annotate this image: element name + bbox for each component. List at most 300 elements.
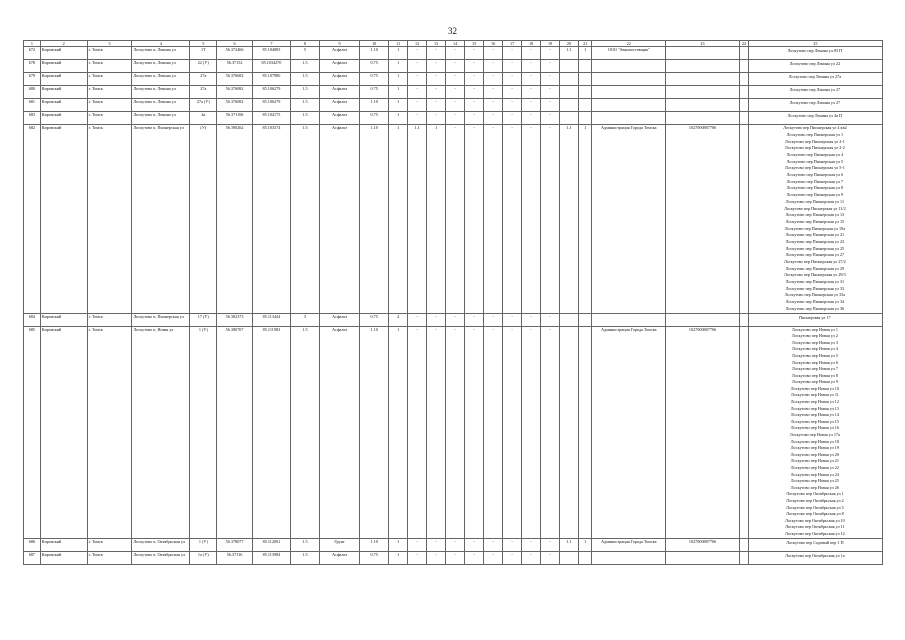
table-cell: - bbox=[427, 326, 446, 538]
table-cell: - bbox=[541, 313, 560, 326]
address-entry: Лоскутово пер Октябрьская ул 10 bbox=[784, 517, 845, 523]
column-number: 7 bbox=[252, 41, 290, 47]
table-cell: 1.5 bbox=[290, 99, 319, 112]
register-table bbox=[23, 40, 883, 565]
table-row bbox=[24, 60, 883, 73]
table-cell: - bbox=[446, 86, 465, 99]
column-number: 13 bbox=[427, 41, 446, 47]
table-cell: - bbox=[522, 313, 541, 326]
table-cell: г. Томск bbox=[87, 326, 132, 538]
table-cell: - bbox=[427, 60, 446, 73]
table-cell bbox=[560, 60, 579, 73]
table-cell: 1.10 bbox=[360, 125, 389, 313]
table-cell: - bbox=[522, 73, 541, 86]
table-row bbox=[24, 326, 883, 538]
table-cell: 1.1 bbox=[560, 47, 579, 60]
address-entry: Лоскутово пер Октябрьская ул 1 bbox=[786, 491, 844, 497]
table-cell: 0.75 bbox=[360, 60, 389, 73]
table-cell: 22 (У) bbox=[190, 60, 217, 73]
address-entry: Лоскутово пер Октябрьская ул 5 bbox=[786, 504, 844, 510]
table-cell: - bbox=[503, 125, 522, 313]
table-cell: Лоскутово п, Октябрьская ул bbox=[132, 538, 190, 551]
table-cell: 1 bbox=[389, 326, 408, 538]
table-cell: Асфальт bbox=[319, 326, 359, 538]
address-entry: Лоскутово пер Новая ул 17а bbox=[789, 432, 840, 438]
address-entry: Лоскутово пер Новая ул 11 bbox=[790, 392, 839, 398]
table-cell: - bbox=[541, 60, 560, 73]
table-cell: Кировский bbox=[40, 313, 87, 326]
table-cell: 85.104083 bbox=[252, 47, 290, 60]
table-cell: 85.107980 bbox=[252, 73, 290, 86]
address-entry: Лоскутово пер Пионерская ул 19а bbox=[784, 225, 846, 231]
table-cell: - bbox=[446, 538, 465, 551]
table-cell bbox=[739, 326, 748, 538]
table-cell: 1 bbox=[389, 551, 408, 564]
table-cell: 85.113444 bbox=[252, 313, 290, 326]
column-number: 5 bbox=[190, 41, 217, 47]
address-entry: Лоскутово пер Пионерская ул 13 bbox=[785, 212, 845, 218]
table-cell: 56.372466 bbox=[217, 47, 253, 60]
table-cell: 56.390262 bbox=[217, 125, 253, 313]
address-entry: Лоскутово пер Пионерская ул 25 bbox=[785, 245, 845, 251]
address-entry: Лоскутово пер Пионерская ул 6 bbox=[786, 172, 844, 178]
address-entry: Лоскутово пер Пионерская ул 29/3 bbox=[784, 272, 846, 278]
table-cell: - bbox=[484, 60, 503, 73]
address-entry: Лоскутово пер Пионерская ул 4 bbox=[786, 152, 844, 158]
table-cell bbox=[560, 313, 579, 326]
table-cell: - bbox=[503, 86, 522, 99]
address-entry: Лоскутово пер Пионерская ул 36 bbox=[785, 305, 845, 311]
address-entry: Лоскутово пер Новая ул 24 bbox=[790, 471, 839, 477]
table-row bbox=[24, 313, 883, 326]
table-cell: - bbox=[541, 112, 560, 125]
table-cell bbox=[560, 326, 579, 538]
table-cell: - bbox=[541, 125, 560, 313]
table-cell: 1 bbox=[389, 99, 408, 112]
table-cell: Администрация Города Томска bbox=[592, 326, 666, 538]
table-cell bbox=[579, 86, 592, 99]
table-cell: - bbox=[465, 47, 484, 60]
table-cell: - bbox=[522, 112, 541, 125]
table-cell: Асфальт bbox=[319, 73, 359, 86]
table-cell: Лоскутово п, Новая ул bbox=[132, 326, 190, 538]
table-cell: 1 bbox=[389, 73, 408, 86]
table-cell: Лоскутово п, Ленина ул bbox=[132, 73, 190, 86]
table-cell: - bbox=[465, 125, 484, 313]
address-list-cell bbox=[748, 47, 882, 60]
table-cell: 1027000887706 bbox=[666, 538, 740, 551]
table-cell: - bbox=[541, 326, 560, 538]
table-cell: 682 bbox=[24, 125, 41, 313]
table-cell: 1.10 bbox=[360, 47, 389, 60]
address-entry: Лоскутово пер Октябрьская ул 1а bbox=[785, 552, 845, 558]
address-entry: Лоскутово пер Октябрьская ул 8 bbox=[786, 511, 844, 517]
column-number: 3 bbox=[87, 41, 132, 47]
column-number: 4 bbox=[132, 41, 190, 47]
table-cell: 1027000887706 bbox=[666, 125, 740, 313]
table-cell: 2 bbox=[389, 313, 408, 326]
table-cell: 3 bbox=[290, 313, 319, 326]
table-cell bbox=[739, 86, 748, 99]
table-cell: 0.75 bbox=[360, 112, 389, 125]
table-cell: Лоскутово п, Ленина ул bbox=[132, 112, 190, 125]
table-cell: 5 bbox=[290, 47, 319, 60]
table-cell: 1 bbox=[427, 125, 446, 313]
table-cell bbox=[739, 538, 748, 551]
table-cell: - bbox=[522, 60, 541, 73]
table-cell: - bbox=[408, 538, 427, 551]
address-entry: Лоскутово пер Новая ул 12 bbox=[790, 399, 839, 405]
table-cell: Асфальт bbox=[319, 313, 359, 326]
table-row bbox=[24, 99, 883, 112]
table-cell: - bbox=[427, 313, 446, 326]
table-cell bbox=[739, 47, 748, 60]
table-cell bbox=[666, 313, 740, 326]
column-number: 23 bbox=[666, 41, 740, 47]
table-cell: - bbox=[465, 60, 484, 73]
table-cell: - bbox=[522, 47, 541, 60]
table-cell: 1.5 bbox=[290, 125, 319, 313]
table-cell: 1.5 bbox=[290, 86, 319, 99]
table-cell: 56.37116 bbox=[217, 551, 253, 564]
table-cell: - bbox=[503, 73, 522, 86]
table-cell: - bbox=[484, 99, 503, 112]
table-cell: - bbox=[465, 551, 484, 564]
table-cell: - bbox=[446, 73, 465, 86]
table-cell bbox=[666, 99, 740, 112]
table-cell: 56.380707 bbox=[217, 326, 253, 538]
table-cell: 1.5 bbox=[290, 551, 319, 564]
table-cell: 85.106279 bbox=[252, 86, 290, 99]
address-entry: Лоскутово пер Ленина ул 22 bbox=[789, 61, 841, 67]
table-cell: - bbox=[503, 60, 522, 73]
address-entry: Лоскутово пер Пионерская ул 33 bbox=[785, 285, 845, 291]
table-cell: 85.111983 bbox=[252, 326, 290, 538]
address-entry: Лоскутово пер Пионерская ул 31 bbox=[785, 279, 845, 285]
address-entry: Лоскутово пер Садовый пер 1 П bbox=[786, 539, 844, 545]
address-entry: Лоскутово пер Новая ул 1 bbox=[791, 326, 838, 332]
table-cell: 681 bbox=[24, 99, 41, 112]
table-cell: 1.10 bbox=[360, 538, 389, 551]
table-cell: - bbox=[503, 99, 522, 112]
table-cell: - bbox=[541, 86, 560, 99]
table-row bbox=[24, 112, 883, 125]
address-entry: Лоскутово пер Пионерская ул 27/2 bbox=[784, 259, 846, 265]
table-cell: 56.376682 bbox=[217, 73, 253, 86]
table-cell: 1 (У) bbox=[190, 538, 217, 551]
column-number: 16 bbox=[484, 41, 503, 47]
table-cell bbox=[666, 112, 740, 125]
table-cell: Лоскутово п, Ленина ул bbox=[132, 60, 190, 73]
table-cell bbox=[739, 551, 748, 564]
table-cell: 85.113984 bbox=[252, 551, 290, 564]
table-cell: - bbox=[484, 551, 503, 564]
table-cell: - bbox=[446, 47, 465, 60]
address-list-cell bbox=[748, 551, 882, 564]
column-number: 22 bbox=[592, 41, 666, 47]
address-entry: Лоскутово пер Октябрьская ул 12 bbox=[784, 530, 845, 536]
table-cell: - bbox=[522, 125, 541, 313]
table-cell: Кировский bbox=[40, 326, 87, 538]
table-cell: 678 bbox=[24, 60, 41, 73]
table-cell: 1 bbox=[389, 60, 408, 73]
column-number: 1 bbox=[24, 41, 41, 47]
address-entry: Лоскутово пер Ленина ул 4а П bbox=[787, 113, 843, 119]
table-cell: 1.10 bbox=[360, 326, 389, 538]
address-entry: Лоскутово пер Пионерская ул 7 bbox=[786, 178, 844, 184]
table-cell: - bbox=[408, 112, 427, 125]
table-cell: 1027000887706 bbox=[666, 326, 740, 538]
table-cell: - bbox=[408, 60, 427, 73]
table-cell: - bbox=[465, 538, 484, 551]
table-cell bbox=[592, 112, 666, 125]
address-entry: Лоскутово пер Пионерская ул 2-2 bbox=[784, 145, 845, 151]
table-cell: Кировский bbox=[40, 86, 87, 99]
table-cell: 17 (У) bbox=[190, 313, 217, 326]
address-entry: Лоскутово пер Новая ул 25 bbox=[790, 478, 839, 484]
table-cell: - bbox=[446, 60, 465, 73]
table-cell: - bbox=[427, 538, 446, 551]
table-cell: - bbox=[408, 99, 427, 112]
table-cell: Лоскутово п, Ленина ул bbox=[132, 47, 190, 60]
table-cell: 1.5 bbox=[290, 73, 319, 86]
table-cell bbox=[666, 86, 740, 99]
table-cell: - bbox=[446, 112, 465, 125]
table-cell: - bbox=[446, 313, 465, 326]
address-list-cell bbox=[748, 538, 882, 551]
table-cell bbox=[592, 551, 666, 564]
table-cell: 679 bbox=[24, 73, 41, 86]
table-cell: 1.1 bbox=[560, 125, 579, 313]
table-cell: - bbox=[408, 313, 427, 326]
table-cell: Кировский bbox=[40, 47, 87, 60]
table-cell: - bbox=[541, 73, 560, 86]
address-entry: Лоскутово пер Новая ул 14 bbox=[790, 412, 839, 418]
table-cell bbox=[666, 47, 740, 60]
address-entry: Лоскутово пер Ленина ул 27 bbox=[789, 100, 841, 106]
address-entry: Лоскутово пер Пионерская ул 23 bbox=[785, 238, 845, 244]
table-cell bbox=[560, 551, 579, 564]
address-entry: Лоскутово пер Пионерская ул 1 bbox=[786, 131, 844, 137]
address-list-cell bbox=[748, 60, 882, 73]
table-cell: Грунт bbox=[319, 538, 359, 551]
table-cell bbox=[739, 60, 748, 73]
table-cell: 1.1 bbox=[560, 538, 579, 551]
table-cell: 1 (У) bbox=[190, 326, 217, 538]
address-entry: Лоскутово пер Новая ул 22 bbox=[790, 465, 839, 471]
table-cell: Асфальт bbox=[319, 125, 359, 313]
table-cell: Лоскутово п, Пионерская ул bbox=[132, 313, 190, 326]
column-number: 17 bbox=[503, 41, 522, 47]
table-cell: Асфальт bbox=[319, 112, 359, 125]
table-cell: - bbox=[408, 326, 427, 538]
address-entry: Лоскутово пер Пионерская ул 8 bbox=[786, 185, 844, 191]
table-cell: Асфальт bbox=[319, 60, 359, 73]
table-cell: 680 bbox=[24, 86, 41, 99]
table-cell bbox=[592, 313, 666, 326]
table-cell bbox=[560, 99, 579, 112]
table-cell: Кировский bbox=[40, 112, 87, 125]
column-number: 12 bbox=[408, 41, 427, 47]
address-entry: Лоскутово пер Новая ул 21 bbox=[790, 458, 839, 464]
table-cell: 672 bbox=[24, 47, 41, 60]
table-cell: - bbox=[541, 99, 560, 112]
table-cell: 85.112001 bbox=[252, 538, 290, 551]
table-cell: - bbox=[522, 326, 541, 538]
table-cell: - bbox=[427, 112, 446, 125]
table-cell: 1 bbox=[579, 538, 592, 551]
table-cell: 0.75 bbox=[360, 86, 389, 99]
address-entry: Лоскутово пер Новая ул 26 bbox=[790, 484, 839, 490]
table-cell bbox=[592, 73, 666, 86]
table-cell: 27а bbox=[190, 73, 217, 86]
table-cell: 56.371106 bbox=[217, 112, 253, 125]
address-entry: Лоскутово пер Ленина ул 83 П bbox=[787, 48, 843, 54]
table-cell: 27а bbox=[190, 86, 217, 99]
table-cell: 85.104175 bbox=[252, 112, 290, 125]
address-list-cell bbox=[748, 326, 882, 538]
address-entry: Лоскутово пер Новая ул 19 bbox=[790, 445, 839, 451]
table-cell bbox=[739, 313, 748, 326]
table-cell: Асфальт bbox=[319, 47, 359, 60]
table-cell: - bbox=[465, 73, 484, 86]
table-cell: Асфальт bbox=[319, 551, 359, 564]
address-entry: Лоскутово пер Новая ул 4 bbox=[791, 346, 838, 352]
table-cell: 4а bbox=[190, 112, 217, 125]
table-cell: 1 bbox=[389, 125, 408, 313]
table-cell: - bbox=[465, 99, 484, 112]
table-cell: 1.5 bbox=[290, 112, 319, 125]
table-cell bbox=[579, 99, 592, 112]
table-cell: - bbox=[541, 538, 560, 551]
address-list-cell bbox=[748, 99, 882, 112]
table-cell bbox=[579, 551, 592, 564]
table-cell bbox=[739, 99, 748, 112]
table-cell: Администрация Города Томска bbox=[592, 125, 666, 313]
table-cell: Лоскутово п, Ленина ул bbox=[132, 86, 190, 99]
table-cell: - bbox=[446, 125, 465, 313]
table-cell bbox=[739, 73, 748, 86]
address-list-cell bbox=[748, 125, 882, 313]
column-number: 15 bbox=[465, 41, 484, 47]
table-cell: - bbox=[503, 538, 522, 551]
table-cell: - bbox=[446, 551, 465, 564]
table-row bbox=[24, 86, 883, 99]
address-entry: Лоскутово пер Пионерская ул 27 bbox=[785, 252, 845, 258]
address-entry: Лоскутово пер Пионерская ул 21 bbox=[785, 232, 845, 238]
column-number: 20 bbox=[560, 41, 579, 47]
table-cell: ООО "Аванпоставщик" bbox=[592, 47, 666, 60]
table-cell bbox=[592, 60, 666, 73]
table-cell bbox=[579, 73, 592, 86]
table-cell: г. Томск bbox=[87, 125, 132, 313]
table-cell: Кировский bbox=[40, 538, 87, 551]
table-cell bbox=[666, 73, 740, 86]
table-cell: 686 bbox=[24, 538, 41, 551]
table-cell: 85.1034270 bbox=[252, 60, 290, 73]
table-cell: - bbox=[427, 551, 446, 564]
address-entry: Лоскутово пер Пионерская ул 34 bbox=[785, 299, 845, 305]
table-cell: 687 bbox=[24, 551, 41, 564]
table-cell: - bbox=[541, 551, 560, 564]
table-cell: г. Томск bbox=[87, 86, 132, 99]
address-entry: Лоскутово пер Октябрьская ул 11 bbox=[785, 524, 845, 530]
table-cell: Лоскутово п, Пионерская ул bbox=[132, 125, 190, 313]
address-entry: Лоскутово пер Новая ул 3 bbox=[791, 339, 838, 345]
column-number: 9 bbox=[319, 41, 359, 47]
table-cell: 1 bbox=[389, 47, 408, 60]
table-cell: 1Т bbox=[190, 47, 217, 60]
table-cell: 56.37152 bbox=[217, 60, 253, 73]
table-cell: - bbox=[503, 326, 522, 538]
column-number: 21 bbox=[579, 41, 592, 47]
column-number: 11 bbox=[389, 41, 408, 47]
table-cell: 0.75 bbox=[360, 551, 389, 564]
table-cell: - bbox=[503, 112, 522, 125]
column-number: 18 bbox=[522, 41, 541, 47]
table-cell: 1 bbox=[579, 47, 592, 60]
table-cell: - bbox=[465, 86, 484, 99]
table-cell bbox=[579, 60, 592, 73]
table-cell: 1 bbox=[389, 112, 408, 125]
table-cell: - bbox=[465, 313, 484, 326]
address-entry: Лоскутово пер Пионерская ул 5 bbox=[786, 158, 844, 164]
table-cell: 0.75 bbox=[360, 73, 389, 86]
address-entry: Лоскутово пер Новая ул 13 bbox=[790, 405, 839, 411]
table-cell: г. Томск bbox=[87, 551, 132, 564]
table-cell: г. Томск bbox=[87, 73, 132, 86]
table-cell bbox=[579, 326, 592, 538]
table-cell: - bbox=[484, 326, 503, 538]
table-cell: Лоскутово п, Ленина ул bbox=[132, 99, 190, 112]
column-number: 6 bbox=[217, 41, 253, 47]
table-cell: - bbox=[541, 47, 560, 60]
address-entry: Лоскутово пер Пионерская ул 15 bbox=[785, 218, 845, 224]
table-cell: г. Томск bbox=[87, 60, 132, 73]
table-cell bbox=[592, 99, 666, 112]
column-number: 10 bbox=[360, 41, 389, 47]
table-cell: 1 bbox=[389, 86, 408, 99]
table-cell bbox=[560, 112, 579, 125]
table-cell: - bbox=[427, 99, 446, 112]
table-cell: - bbox=[484, 47, 503, 60]
table-cell: 56.376082 bbox=[217, 86, 253, 99]
address-entry: Лоскутово пер Пионерская ул 11 bbox=[785, 198, 845, 204]
column-number: 2 bbox=[40, 41, 87, 47]
table-cell: - bbox=[522, 99, 541, 112]
column-number: 8 bbox=[290, 41, 319, 47]
address-list-cell bbox=[748, 313, 882, 326]
address-entry: Лоскутово пер Новая ул 5 bbox=[791, 352, 838, 358]
table-cell: - bbox=[503, 313, 522, 326]
table-cell: - bbox=[465, 112, 484, 125]
table-cell: 56.378077 bbox=[217, 538, 253, 551]
table-cell: 685 bbox=[24, 326, 41, 538]
address-entry: Лоскутово пер Пионерская ул 29 bbox=[785, 265, 845, 271]
address-entry: Лоскутово пер Ленина ул 27а bbox=[788, 74, 842, 80]
address-entry: Лоскутово пер Новая ул 7 bbox=[791, 366, 838, 372]
table-row bbox=[24, 73, 883, 86]
table-cell bbox=[579, 112, 592, 125]
table-cell: - bbox=[408, 73, 427, 86]
address-entry: Лоскутово пер Пионерская ул 33а bbox=[784, 292, 846, 298]
address-entry: Лоскутово пер Пионерская ул 2-1 bbox=[784, 138, 845, 144]
table-cell: Лоскутово п, Октябрьская ул bbox=[132, 551, 190, 564]
address-entry: Лоскутово пер Новая ул 20 bbox=[790, 451, 839, 457]
table-cell: - bbox=[522, 86, 541, 99]
address-list-cell bbox=[748, 73, 882, 86]
table-cell: 0.75 bbox=[360, 313, 389, 326]
